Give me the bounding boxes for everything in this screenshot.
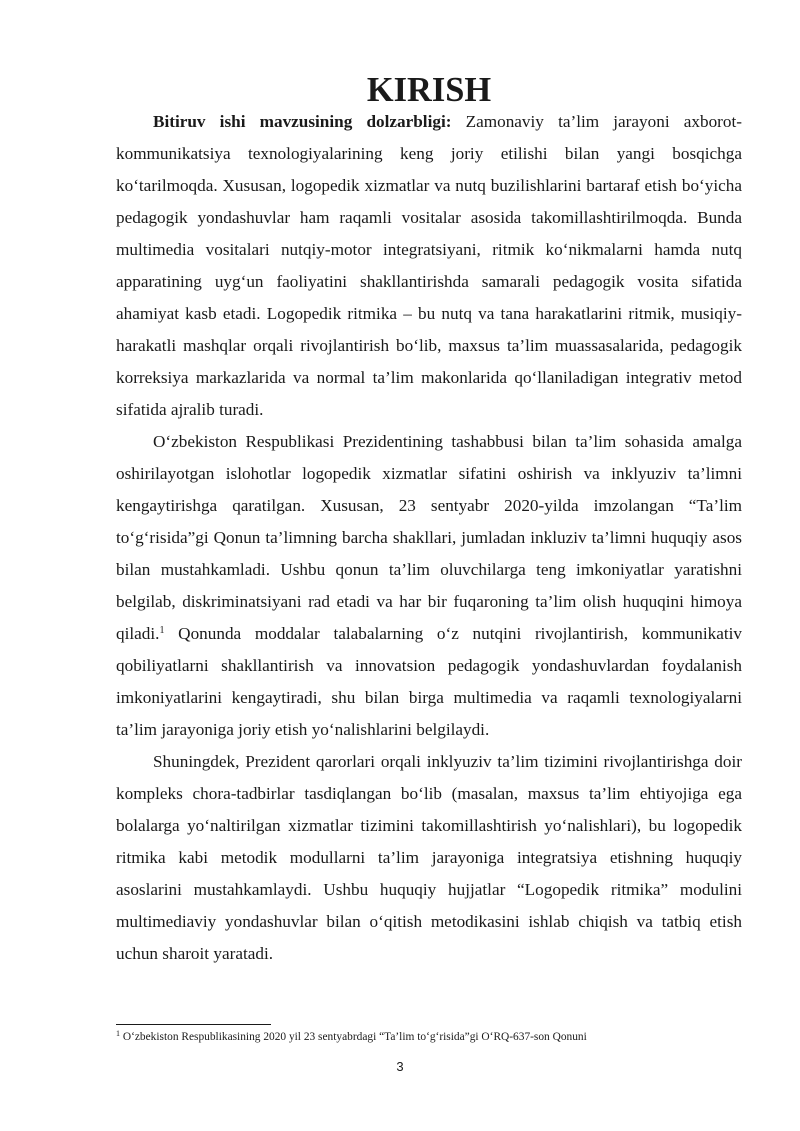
footnote-text: O‘zbekiston Respublikasining 2020 yil 23 sentyabrdagi “Ta’lim to‘g‘risida”gi O‘RQ-637-son Qonuni <box>120 1031 587 1043</box>
footnote-reference[interactable]: 1 <box>159 625 165 636</box>
footnote-separator <box>116 1024 271 1025</box>
paragraph-legal-basis <box>116 426 742 746</box>
paragraph-text: Qonunda moddalar talabalarning o‘z nutqini rivojlantirish, kommunikativ qobiliyatlarni shakllantirish va innovatsion pedagogik yondashuvlardan foydalanish imkoniyatlarini kengaytiradi, shu bilan birga multimedia va raqamli texnologiyalarni ta’lim jarayoniga joriy etish yo‘nalishlarini belgilaydi. <box>116 624 742 739</box>
page-content <box>116 71 742 970</box>
paragraph-lead: Bitiruv ishi mavzusining dolzarbligi: <box>153 112 452 131</box>
page-number: 3 <box>396 1059 404 1074</box>
paragraph-relevance <box>116 106 742 426</box>
footnote <box>116 1029 742 1045</box>
page-title: KIRISH <box>366 71 492 109</box>
paragraph-text: O‘zbekiston Respublikasi Prezidentining tashabbusi bilan ta’lim sohasida amalga oshirilayotgan islohotlar logopedik xizmatlar sifatini oshirish va inklyuziv ta’limni kengaytirishga qaratilgan. Xususan, 23 sentyabr 2020-yilda imzolangan “Ta’lim to‘g‘risida”gi Qonun ta’limning barcha shakllari, jumladan inkluziv ta’limni huquqiy asos bilan mustahkamladi. Ushbu qonun ta’lim oluvchilarga teng imkoniyatlar yaratishni belgilab, diskriminatsiyani rad etadi va har bir fuqaroning ta’lim olish huquqini himoya qiladi. <box>116 432 742 643</box>
footnote-mark: 1 <box>116 1029 120 1038</box>
paragraph-presidential-decisions: Shuningdek, Prezident qarorlari orqali inklyuziv ta’lim tizimini rivojlantirishga doir kompleks chora-tadbirlar tasdiqlangan bo‘lib (masalan, maxsus ta’lim ehtiyojiga ega bolalarga yo‘naltirilgan xizmatlar tizimini takomillashtirish yo‘nalishlari), bu logopedik ritmika kabi metodik modullarni ta’lim jarayoniga integratsiya etishning huquqiy asoslarini mustahkamlaydi. Ushbu huquqiy hujjatlar “Logopedik ritmika” modulini multimediaviy yondashuvlar bilan o‘qitish metodikasini ishlab chiqish va tatbiq etish uchun sharoit yaratadi. <box>116 752 742 963</box>
paragraph-text: Zamonaviy ta’lim jarayoni axborot-kommunikatsiya texnologiyalarining keng joriy etilishi bilan yangi bosqichga ko‘tarilmoqda. Xususan, logopedik xizmatlar va nutq buzilishlarini bartaraf etish bo‘yicha pedagogik yondashuvlar ham raqamli vositalar asosida takomillashtirilmoqda. Bunda multimedia vositalari nutqiy-motor integratsiyani, ritmik ko‘nikmalarni hamda nutq apparatining uyg‘un faoliyatini shakllantirishda samarali pedagogik vosita sifatida ahamiyat kasb etadi. Logopedik ritmika – bu nutq va tana harakatlarini ritmik, musiqiy-harakatli mashqlar orqali rivojlantirish bo‘lib, maxsus ta’lim muassasalarida, pedagogik korreksiya markazlarida va normal ta’lim makonlarida qo‘llaniladigan integrativ metod sifatida ajralib turadi. <box>116 112 742 419</box>
